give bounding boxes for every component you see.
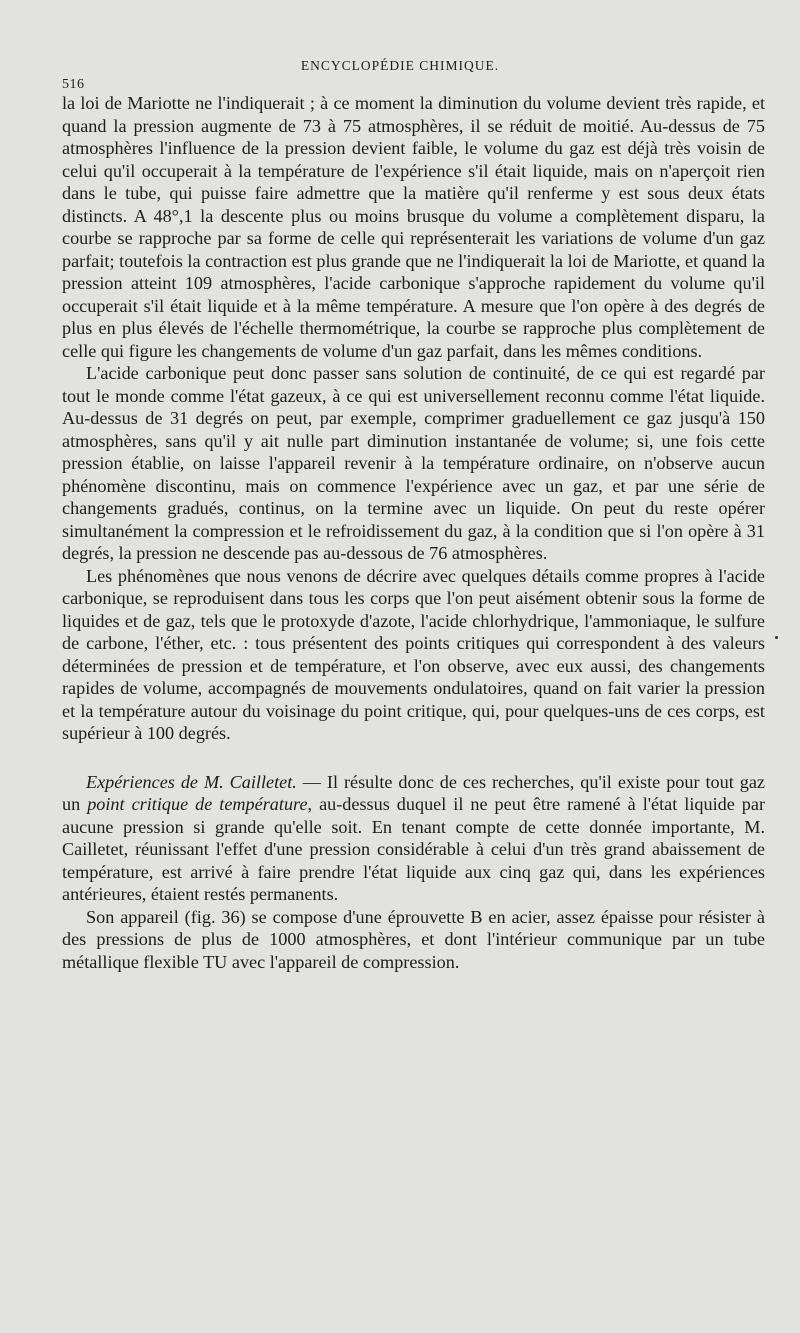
heading-dash: —	[296, 771, 327, 792]
paragraph-continuation: la loi de Mariotte ne l'indiquerait ; à ce moment la diminution du volume devient très rapide, et quand la pression augmente de 73 à 75 atmosphères, il se réduit de moitié. Au-dessus de 75 atmosphères l'influence de la pression devient faible, le volume du gaz est déjà très voisin de celui qu'il occuperait à la température de l'expérience s'il était liquide, mais on n'aperçoit rien dans le tube, qui puisse faire admettre que la matière qu'il renferme y est sous deux états distincts. A 48°,1 la descente plus ou moins brusque du volume a complètement disparu, la courbe se rapproche par sa forme de celle qui représenterait les variations de volume d'un gaz parfait; toutefois la contraction est plus grande que ne l'indiquerait la loi de Mariotte, et quand la pression atteint 109 atmosphères, l'acide carbonique s'approche rapidement du volume qu'il occuperait s'il était liquide et à la même température. A mesure que l'on opère à des degrés de plus en plus élevés de l'échelle thermométrique, la courbe se rapproche plus complètement de celle qui figure les changements de volume d'un gaz parfait, dans les mêmes conditions.	[62, 93, 765, 361]
running-title: ENCYCLOPÉDIE CHIMIQUE.	[300, 58, 500, 73]
scan-speck	[775, 636, 778, 639]
section-heading: Expériences de M. Cailletet.	[86, 771, 297, 792]
section-text-after: , au-dessus duquel il ne peut être ramené à l'état liquide par aucune pression si grande qu'elle soit. En tenant compte de cette donnée importante, M. Cailletet, réunissant l'effet d'une pression considérable à celui d'un très grand abaissement de température, est arrivé à faire prendre l'état liquide aux cinq gaz qui, dans les expériences antérieures, étaient restés permanents.	[62, 794, 766, 904]
paragraph-apparatus: Son appareil (fig. 36) se compose d'une éprouvette B en acier, assez épaisse pour résister à des pressions de plus de 1000 atmosphères, et dont l'intérieur communique par un tube métallique flexible TU avec l'appareil de compression.	[62, 906, 765, 972]
section-text-before: Il résulte donc de ces recherches, qu'il existe pour tout gaz un	[62, 771, 765, 814]
page-number: 516	[62, 77, 85, 92]
paragraph-continuity: L'acide carbonique peut donc passer sans solution de continuité, de ce qui est regardé par tout le monde comme l'état gazeux, à ce qui est universellement reconnu comme l'état liquide. Au-dessus de 31 degrés on peut, par exemple, comprimer graduellement ce gaz jusqu'à 150 atmosphères, sans qu'il y ait nulle part diminution instantanée de volume; si, une fois cette pression établie, on laisse l'appareil revenir à la température ordinaire, on n'observe aucun phénomène discontinu, mais on commence l'expérience avec un gaz, et par une série de changements gradués, continus, on la termine avec un liquide. On peut du reste opérer simultanément la compression et le refroidissement du gaz, à la condition que si l'on opère à 31 degrés, la pression ne descende pas au-dessous de 76 atmosphères.	[62, 363, 765, 563]
paragraph-critical-points: Les phénomènes que nous venons de décrire avec quelques détails comme propres à l'acide carbonique, se reproduisent dans tous les corps que l'on peut aisément obtenir sous la forme de liquides et de gaz, tels que le protoxyde d'azote, l'acide chlorhydrique, l'ammoniaque, le sulfure de carbone, l'éther, etc. : tous présentent des points critiques qui correspondent à des valeurs déterminées de pression et de température, et l'on observe, avec eux aussi, des changements rapides de volume, accompagnés de mouvements ondulatoires, quand on fait varier la pression et la température autour du voisinage du point critique, qui, pour quelques-uns de ces corps, est supérieur à 100 degrés.	[62, 565, 765, 743]
paragraph-cailletet-experiments	[62, 771, 765, 906]
body-text	[62, 92, 765, 973]
emphasis-critical-point: point critique de température	[87, 794, 308, 814]
